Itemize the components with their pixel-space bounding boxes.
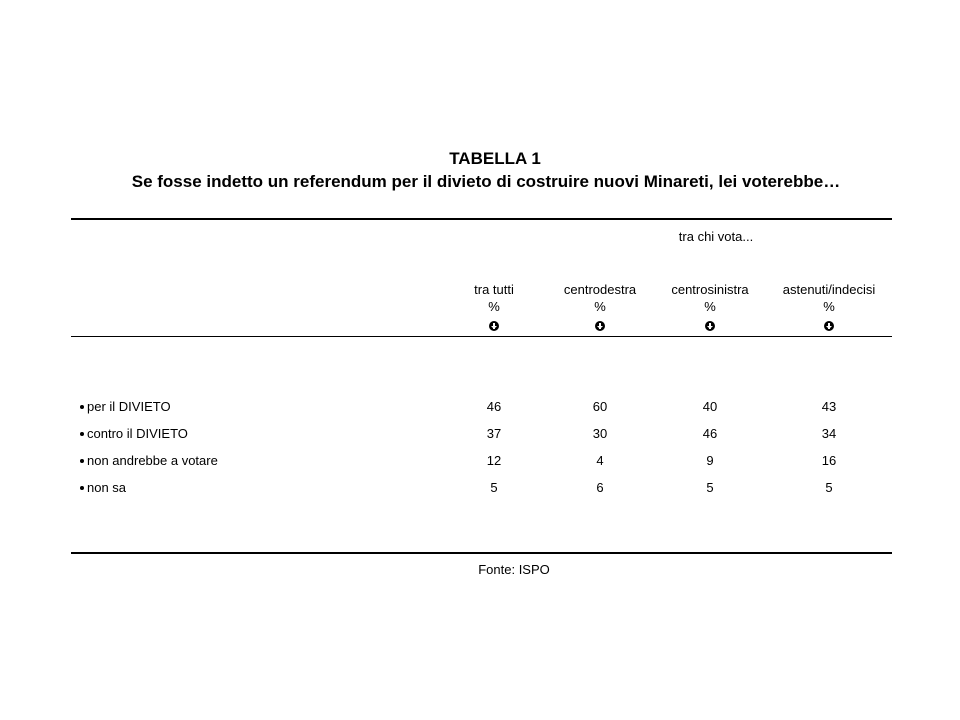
row-label: contro il DIVIETO bbox=[87, 426, 188, 441]
cell-value: 43 bbox=[821, 399, 837, 414]
cell-value: 46 bbox=[486, 399, 502, 414]
cell-value: 4 bbox=[596, 453, 604, 468]
cell-value: 40 bbox=[702, 399, 718, 414]
cell-value: 46 bbox=[702, 426, 718, 441]
table-title: TABELLA 1 bbox=[449, 149, 541, 168]
cell-value: 6 bbox=[596, 480, 604, 495]
group-header: tra chi vota... bbox=[678, 229, 754, 244]
row-label: per il DIVIETO bbox=[87, 399, 171, 414]
column-header-centrosinistra: centrosinistra bbox=[671, 282, 749, 297]
top-rule bbox=[71, 218, 892, 220]
bullet-icon bbox=[80, 486, 84, 490]
column-header-tra-tutti: tra tutti bbox=[474, 282, 514, 297]
cell-value: 5 bbox=[490, 480, 498, 495]
table-subtitle: Se fosse indetto un referendum per il divieto di costruire nuovi Minareti, lei voterebbe… bbox=[131, 172, 841, 191]
down-arrow-icon bbox=[489, 321, 499, 331]
column-header-astenuti-indecisi: astenuti/indecisi bbox=[782, 282, 876, 297]
column-unit: % bbox=[823, 299, 835, 314]
header-rule bbox=[71, 336, 892, 337]
down-arrow-icon bbox=[595, 321, 605, 331]
cell-value: 9 bbox=[706, 453, 714, 468]
row-label: non andrebbe a votare bbox=[87, 453, 218, 468]
bullet-icon bbox=[80, 432, 84, 436]
cell-value: 37 bbox=[486, 426, 502, 441]
bottom-rule bbox=[71, 552, 892, 554]
column-header-centrodestra: centrodestra bbox=[563, 282, 637, 297]
column-unit: % bbox=[704, 299, 716, 314]
cell-value: 30 bbox=[592, 426, 608, 441]
cell-value: 12 bbox=[486, 453, 502, 468]
cell-value: 5 bbox=[825, 480, 833, 495]
cell-value: 16 bbox=[821, 453, 837, 468]
column-unit: % bbox=[488, 299, 500, 314]
cell-value: 5 bbox=[706, 480, 714, 495]
cell-value: 34 bbox=[821, 426, 837, 441]
bullet-icon bbox=[80, 459, 84, 463]
cell-value: 60 bbox=[592, 399, 608, 414]
down-arrow-icon bbox=[705, 321, 715, 331]
row-label: non sa bbox=[87, 480, 127, 495]
down-arrow-icon bbox=[824, 321, 834, 331]
bullet-icon bbox=[80, 405, 84, 409]
source-note: Fonte: ISPO bbox=[478, 562, 550, 577]
column-unit: % bbox=[594, 299, 606, 314]
